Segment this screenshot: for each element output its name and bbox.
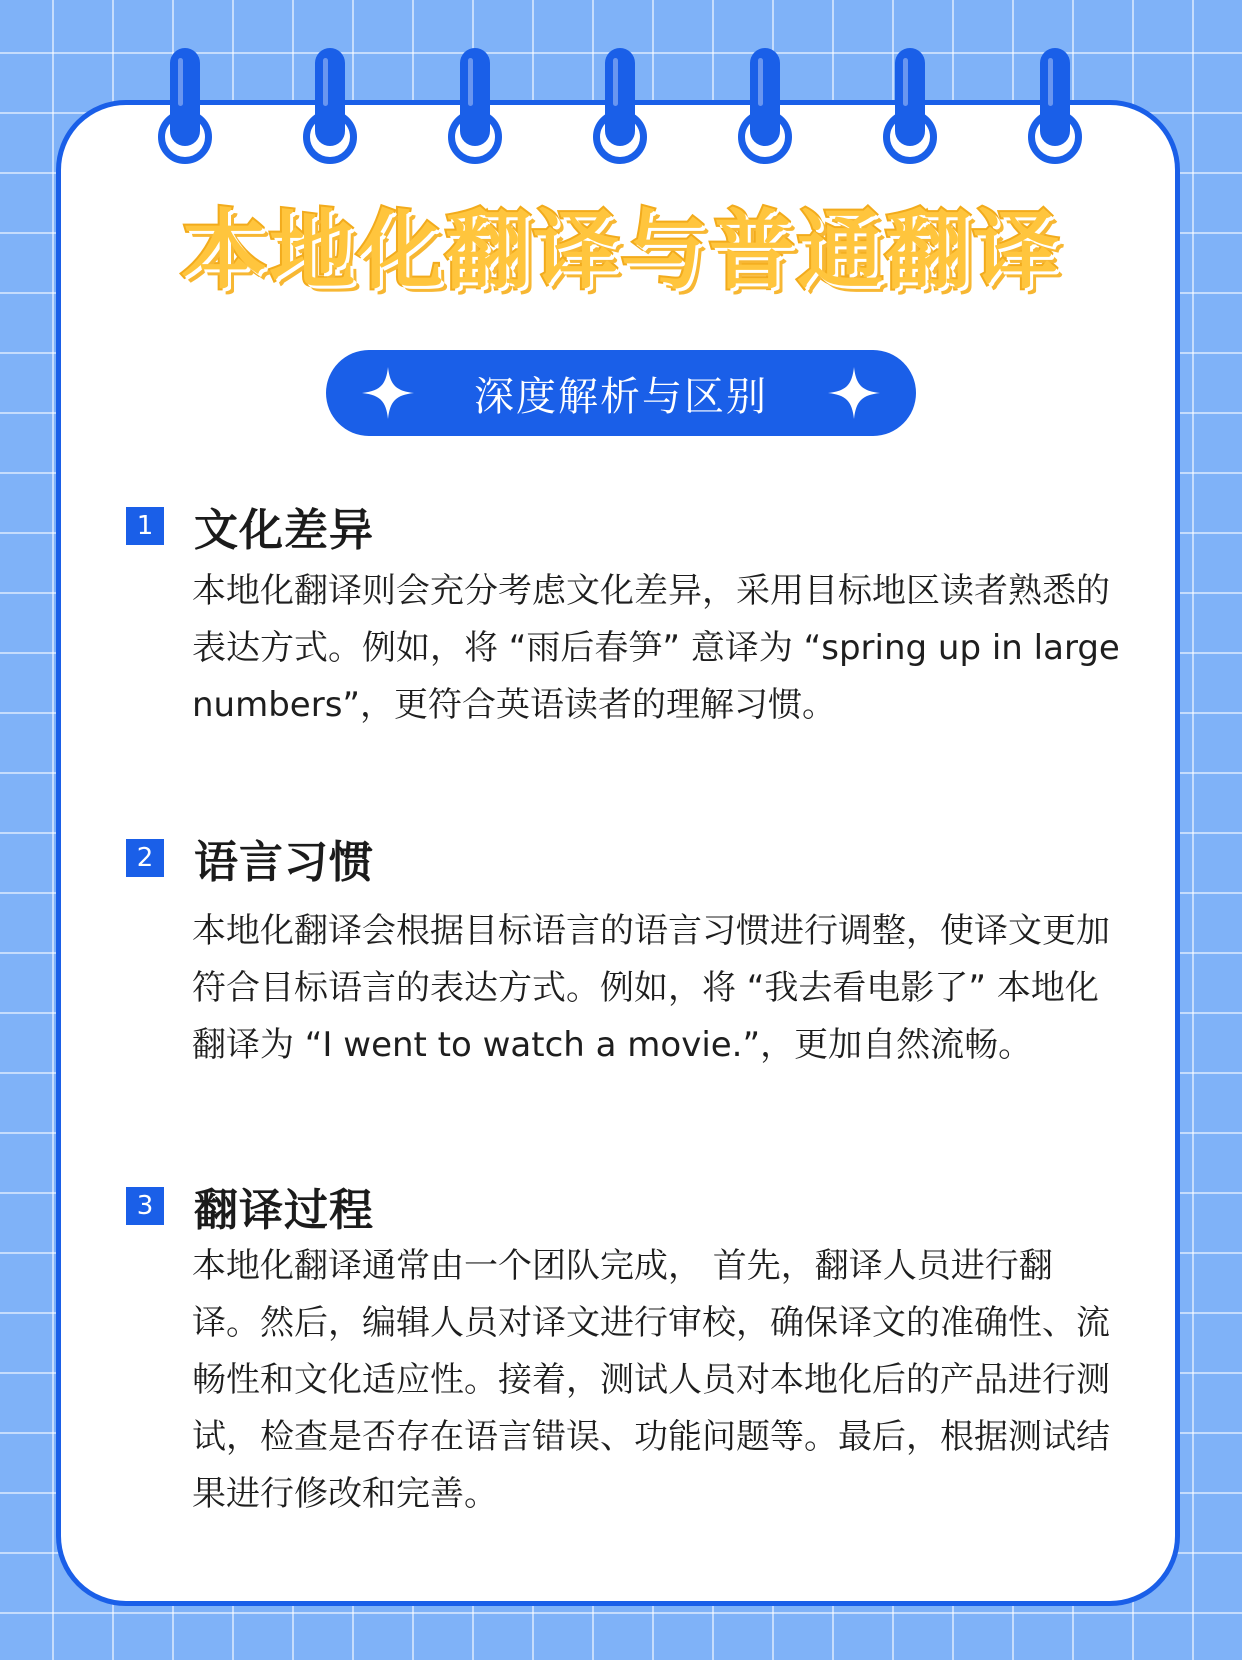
section-title: 语言习惯 [194, 837, 374, 888]
subtitle-banner [326, 350, 916, 436]
page-title: 本地化翻译与普通翻译 [181, 201, 1061, 301]
section-heading-culture [126, 494, 374, 558]
section-title: 翻译过程 [194, 1185, 374, 1236]
section-body-process: 本地化翻译通常由一个团队完成， 首先，翻译人员进行翻译。然后，编辑人员对译文进行审校，确保译文的准确性、流畅性和文化适应性。接着，测试人员对本地化后的产品进行测试，检查是否存在语言错误、功能问题等。最后，根据测试结果进行修改和完善。 [192, 1246, 1110, 1514]
section-number-badge: 2 [126, 839, 164, 877]
section-heading-process [126, 1174, 374, 1238]
section-body-culture: 本地化翻译则会充分考虑文化差异，采用目标地区读者熟悉的表达方式。例如，将 “雨后春笋” 意译为 “spring up in large numbers”，更符合英语读者的理解习惯。 [192, 571, 1120, 725]
subtitle-text: 深度解析与区别 [474, 373, 768, 420]
section-number-badge: 1 [126, 507, 164, 545]
four-point-star-icon [826, 365, 882, 421]
section-title: 文化差异 [194, 505, 374, 556]
four-point-star-icon [360, 365, 416, 421]
section-number-badge: 3 [126, 1187, 164, 1225]
section-heading-language-habits [126, 826, 374, 890]
section-body-language-habits: 本地化翻译会根据目标语言的语言习惯进行调整，使译文更加符合目标语言的表达方式。例如，将 “我去看电影了” 本地化翻译为 “I went to watch a movie.”，更加自然流畅。 [192, 911, 1110, 1065]
